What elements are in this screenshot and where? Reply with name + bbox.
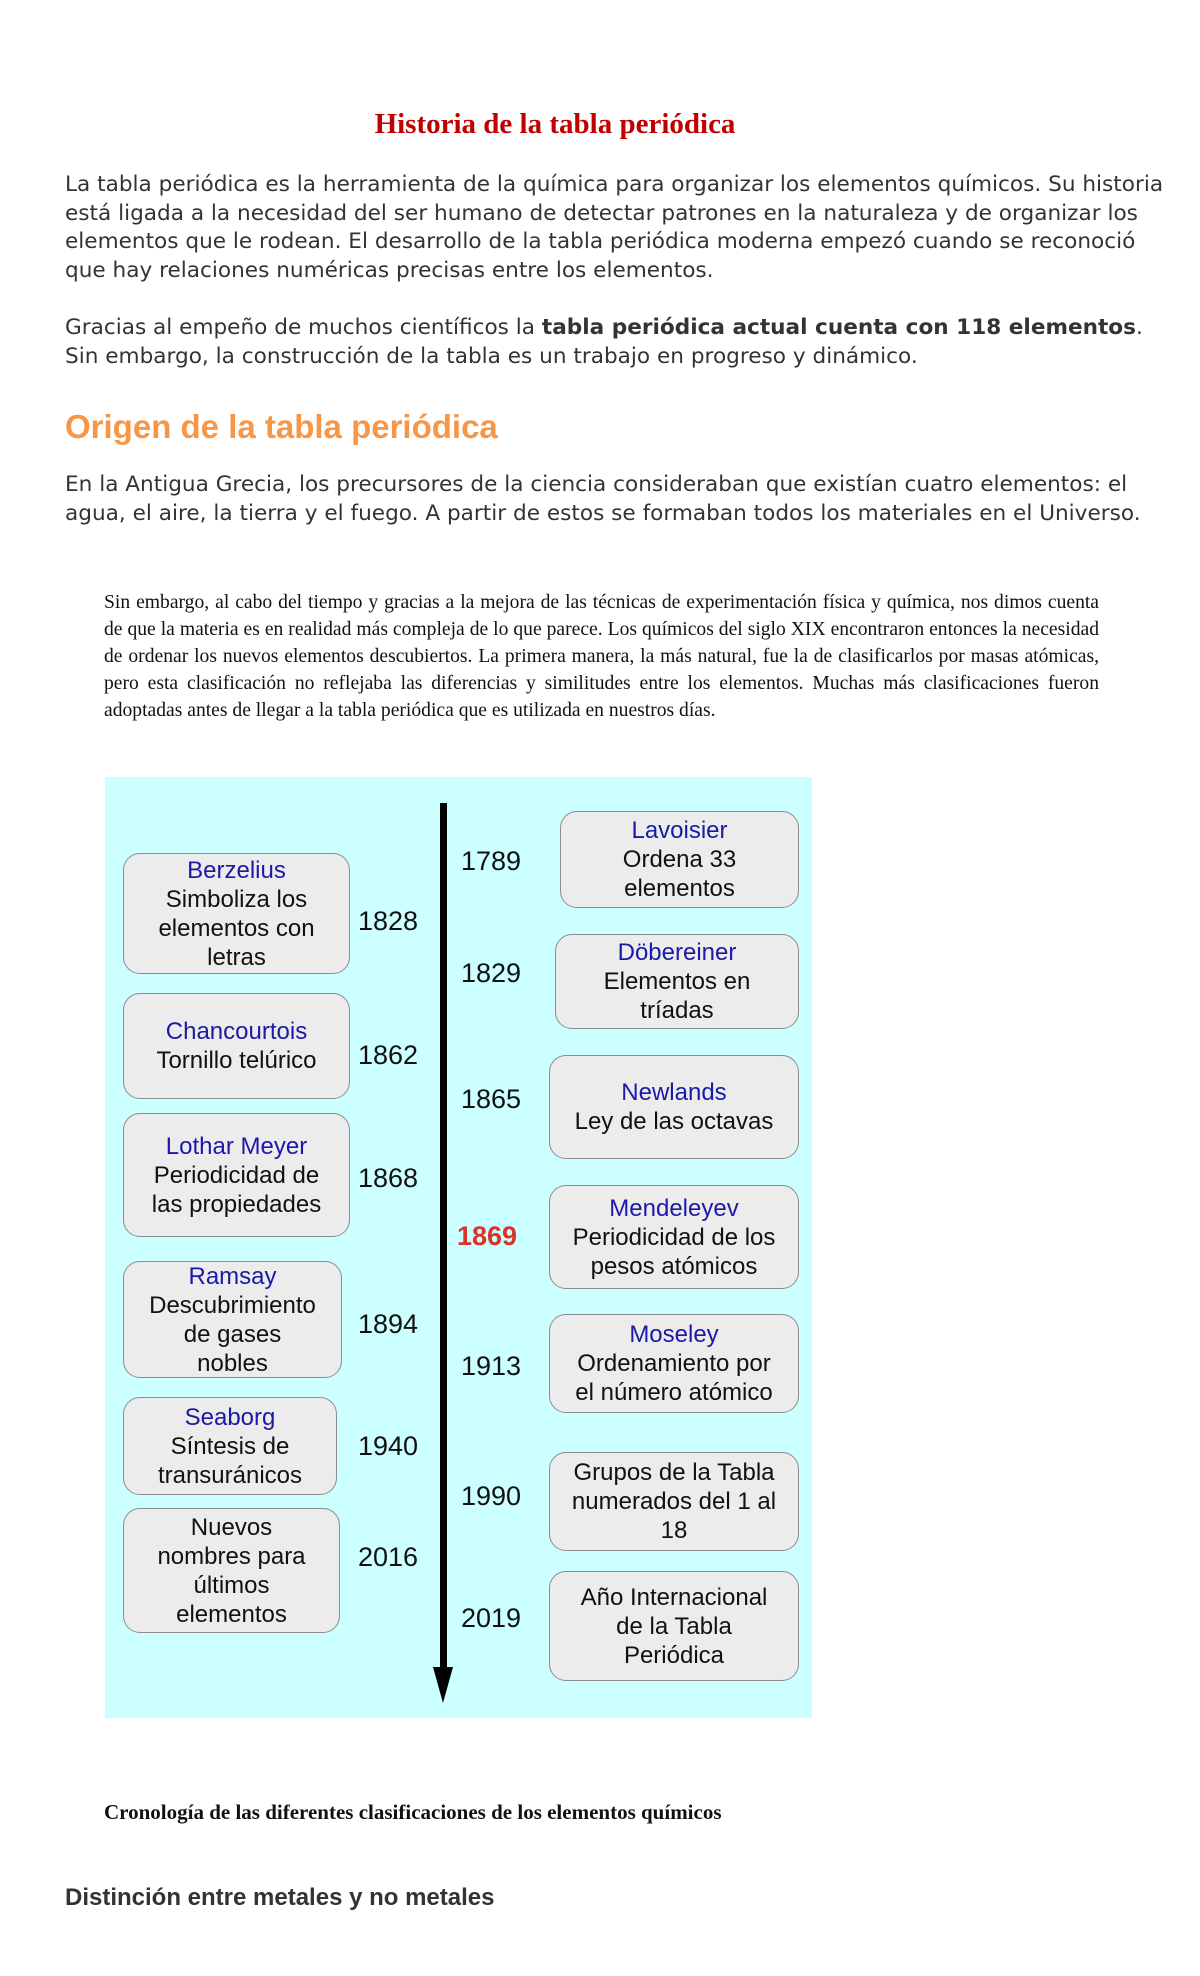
p2-end: . Sin embargo, la construcción de la tabla es un trabajo en progreso y dinámico.: [65, 315, 1143, 369]
timeline-box-right: [549, 1185, 799, 1289]
scientist-name: Moseley: [629, 1321, 719, 1348]
timeline-box-left: [123, 1508, 340, 1633]
classification-desc: Grupos de la Tabla numerados del 1 al 18: [571, 1459, 777, 1544]
year-label: 1829: [461, 958, 522, 988]
year-label: 1894: [358, 1309, 419, 1339]
year-label: 1913: [461, 1351, 522, 1381]
classification-desc: Elementos en tríadas: [603, 968, 751, 1024]
timeline-box-right: [549, 1452, 799, 1551]
scientist-name: Newlands: [621, 1079, 727, 1106]
next-section-heading: Distinción entre metales y no metales: [65, 1884, 495, 1911]
classification-desc: Síntesis de transuránicos: [157, 1432, 303, 1489]
year-label: 2016: [358, 1542, 419, 1572]
scientist-name: Berzelius: [187, 856, 286, 884]
classification-desc: Periodicidad de las propiedades: [151, 1161, 322, 1218]
timeline-box-right: [549, 1571, 799, 1681]
year-label: 2019: [461, 1603, 522, 1633]
scientist-name: Mendeleyev: [609, 1194, 739, 1222]
classification-desc: Ordena 33 elementos: [622, 846, 737, 902]
year-label: 1868: [358, 1163, 419, 1193]
scientist-name: Seaborg: [184, 1403, 276, 1431]
classification-desc: Descubrimiento de gases nobles: [149, 1291, 316, 1377]
timeline-box-right: [560, 811, 799, 908]
timeline-figure: [105, 777, 812, 1718]
intro-paragraph-2: [65, 314, 1175, 371]
timeline-box-left: [123, 1397, 337, 1495]
scientist-name: Döbereiner: [617, 939, 737, 966]
page-title: Historia de la tabla periódica: [374, 108, 736, 140]
classification-desc: Simboliza los elementos con letras: [158, 885, 315, 971]
timeline-arrowhead: [433, 1667, 453, 1703]
scientist-name: Chancourtois: [165, 1018, 308, 1045]
scientist-name: Ramsay: [188, 1262, 277, 1290]
timeline-box-left: [123, 993, 350, 1099]
classification-desc: Año Internacional de la Tabla Periódica: [580, 1583, 768, 1669]
classification-desc: Ordenamiento por el número atómico: [575, 1350, 773, 1406]
origin-paragraph: En la Antigua Grecia, los precursores de la ciencia consideraban que existían cuatro elementos: el agua, el aire, la tierra y el fuego. A partir de estos se formaban todos los materiales en el Universo.: [65, 472, 1141, 526]
year-label: 1862: [358, 1040, 419, 1070]
classification-desc: Nuevos nombres para últimos elementos: [157, 1513, 306, 1628]
year-label: 1990: [461, 1481, 522, 1511]
p2-bold: tabla periódica actual cuenta con 118 elementos: [541, 315, 1136, 340]
classification-desc: Periodicidad de los pesos atómicos: [572, 1223, 776, 1280]
scientist-name: Lothar Meyer: [165, 1132, 308, 1160]
year-label: 1865: [461, 1084, 522, 1114]
figure-caption: Cronología de las diferentes clasificaciones de los elementos químicos: [104, 1800, 722, 1824]
p2-start: Gracias al empeño de muchos científicos la: [65, 315, 542, 340]
origin-detail-paragraph: Sin embargo, al cabo del tiempo y gracias a la mejora de las técnicas de experimentación física y química, nos dimos cuenta de que la materia es en realidad más compleja de lo que parece. Los químicos del siglo XIX encontraron entonces la necesidad de ordenar los nuevos elementos descubiertos. La primera manera, la más natural, fue la de clasificarlos por masas atómicas, pero esta clasificación no reflejaba las diferencias y similitudes entre los elementos. Muchas más clasificaciones fueron adoptadas antes de llegar a la tabla periódica que es utilizada en nuestros días.: [104, 592, 1099, 721]
year-label: 1940: [358, 1431, 419, 1461]
timeline-box-left: [123, 853, 350, 974]
scientist-name: Lavoisier: [631, 817, 728, 844]
origin-heading: Origen de la tabla periódica: [65, 408, 498, 445]
year-label: 1828: [358, 906, 419, 936]
year-label-highlight: 1869: [457, 1221, 518, 1251]
year-label: 1789: [461, 846, 522, 876]
timeline-box-left: [123, 1261, 342, 1378]
timeline-axis: [440, 803, 447, 1673]
classification-desc: Tornillo telúrico: [156, 1047, 317, 1074]
timeline-box-right: [555, 934, 799, 1029]
timeline-box-right: [549, 1055, 799, 1159]
timeline-box-right: [549, 1314, 799, 1413]
intro-paragraph: La tabla periódica es la herramienta de la química para organizar los elementos químicos. Su historia está ligada a la necesidad del ser humano de detectar patrones en la naturaleza y de organizar los elementos que le rodean. El desarrollo de la tabla periódica moderna empezó cuando se reconoció que hay relaciones numéricas precisas entre los elementos.: [65, 172, 1164, 283]
classification-desc: Ley de las octavas: [574, 1108, 774, 1135]
timeline-box-left: [123, 1113, 350, 1237]
